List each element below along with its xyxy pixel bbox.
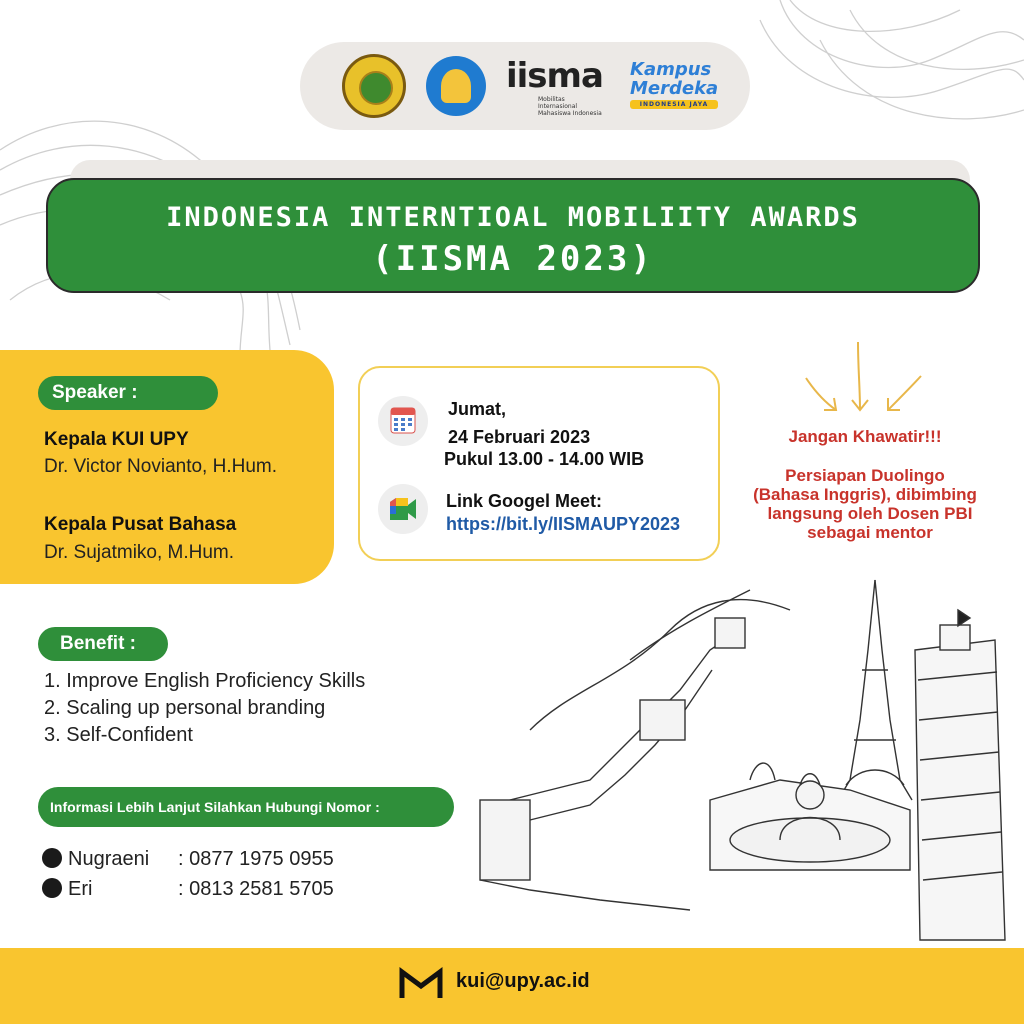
logo-bar: [300, 42, 750, 130]
upy-logo: [342, 54, 406, 118]
calendar-icon: [378, 396, 428, 446]
speaker-role-1: Kepala KUI UPY: [44, 429, 189, 450]
title-line1: INDONESIA INTERNTIOAL MOBILIITY AWARDS: [166, 202, 860, 233]
km-logo-subtitle: INDONESIA JAYA: [630, 100, 718, 109]
iisma-logo-word: iisma: [506, 56, 603, 96]
speaker-label: Speaker :: [38, 376, 218, 410]
footer-email[interactable]: kui@upy.ac.id: [456, 970, 590, 992]
note-line1: Persiapan Duolingo: [785, 466, 945, 485]
event-date: 24 Februari 2023: [448, 427, 591, 447]
km-logo-word1: Kampus: [630, 59, 712, 80]
whatsapp-icon: [42, 878, 62, 898]
note-heading: Jangan Khawatir!!!: [788, 427, 942, 446]
whatsapp-icon: [42, 848, 62, 868]
benefit-label: Benefit :: [38, 627, 168, 661]
title-banner: [46, 178, 980, 293]
contact-phone-1[interactable]: : 0877 1975 0955: [178, 848, 334, 870]
contact-label: Informasi Lebih Lanjut Silahkan Hubungi Nomor :: [38, 787, 454, 827]
speaker-name-1: Dr. Victor Novianto, H.Hum.: [44, 456, 278, 477]
benefit-item-1: 1. Improve English Proficiency Skills: [44, 670, 366, 692]
benefit-item-2: 2. Scaling up personal branding: [44, 697, 326, 719]
speaker-role-2: Kepala Pusat Bahasa: [44, 514, 237, 535]
iisma-logo-subtitle: Mobilitas Internasional Mahasiswa Indonesia: [538, 96, 602, 117]
iisma-logo: [506, 56, 608, 117]
speaker-name-2: Dr. Sujatmiko, M.Hum.: [44, 542, 235, 563]
contact-name-1: Nugraeni: [68, 848, 150, 870]
note-line3: langsung oleh Dosen PBI: [767, 504, 973, 523]
contact-name-2: Eri: [68, 878, 93, 900]
benefit-item-3: 3. Self-Confident: [44, 724, 193, 746]
note-line4: sebagai mentor: [807, 523, 933, 542]
meet-link-url[interactable]: https://bit.ly/IISMAUPY2023: [446, 514, 681, 534]
footer-bar: [0, 948, 1024, 1024]
title-line2: (IISMA 2023): [372, 239, 654, 279]
contact-phone-2[interactable]: : 0813 2581 5705: [178, 878, 334, 900]
world-landmarks-illustration: [450, 570, 1010, 950]
event-day: Jumat,: [448, 399, 507, 419]
contact-row-2: [42, 878, 92, 901]
meet-link-label: Link Googel Meet:: [446, 491, 603, 511]
km-logo-word2: Merdeka: [630, 78, 719, 99]
mail-icon: [398, 966, 444, 1002]
note-line2: (Bahasa Inggris), dibimbing: [753, 485, 977, 504]
arrows-decoration: [796, 338, 936, 418]
event-time: Pukul 13.00 - 14.00 WIB: [444, 449, 645, 469]
contact-row-1: [42, 848, 149, 871]
google-meet-icon: [378, 484, 428, 534]
kampus-merdeka-logo: [630, 60, 726, 109]
tut-wuri-handayani-logo: [426, 56, 486, 116]
